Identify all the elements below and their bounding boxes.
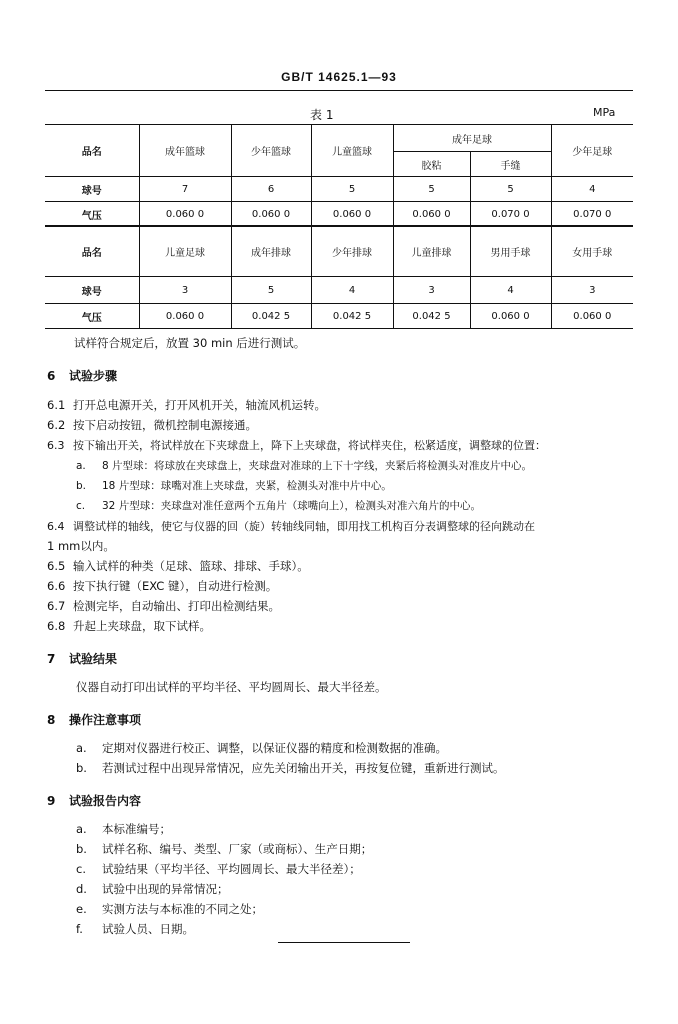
table-cell: 6 xyxy=(231,177,311,202)
table-cell: 少年足球 xyxy=(551,125,633,177)
item-text: 定期对仪器进行校正、调整，以保证仪器的精度和检测数据的准确。 xyxy=(102,741,447,755)
table-cell: 男用手球 xyxy=(470,226,551,277)
item-mark: e. xyxy=(76,902,87,916)
table-cell: 5 xyxy=(470,177,551,202)
table-cell: 0.060 0 xyxy=(393,202,470,227)
table-cell: 成年篮球 xyxy=(139,125,231,177)
section-9-item-b xyxy=(76,841,372,857)
step-number: 6.8 xyxy=(47,619,66,633)
section-title: 试验报告内容 xyxy=(69,794,142,808)
header-rule xyxy=(45,90,633,91)
item-mark: b. xyxy=(76,761,87,775)
table-cell: 儿童足球 xyxy=(139,226,231,277)
table-cell: 0.060 0 xyxy=(470,304,551,329)
section-6-heading xyxy=(47,367,117,384)
section-8-item-b xyxy=(76,760,505,776)
group-header: 成年足球 xyxy=(393,125,551,152)
item-mark: a. xyxy=(76,741,87,755)
table-cell: 7 xyxy=(139,177,231,202)
table-cell: 胶粘 xyxy=(393,152,470,177)
step-6-2 xyxy=(47,417,257,433)
step-number: 6.2 xyxy=(47,418,66,432)
section-9-item-a xyxy=(76,821,171,837)
table-cell: 4 xyxy=(470,277,551,304)
step-number: 6.5 xyxy=(47,559,66,573)
item-mark: c. xyxy=(76,862,86,876)
section-number: 8 xyxy=(47,713,56,727)
item-mark: b. xyxy=(76,842,87,856)
table-unit: MPa xyxy=(593,106,616,119)
item-text: 18 片型球：球嘴对准上夹球盘，夹紧，检测头对准中片中心。 xyxy=(102,480,392,492)
row-label-number: 球号 xyxy=(45,277,139,304)
item-text: 试验结果（平均半径、平均圆周长、最大半径差）； xyxy=(102,862,361,876)
step-text: 调整试样的轴线，使它与仪器的回（旋）转轴线同轴，即用找工机构百分表调整球的径向跳动在 xyxy=(73,520,535,533)
item-mark: b. xyxy=(76,480,87,492)
table-cell: 0.060 0 xyxy=(551,304,633,329)
item-mark: d. xyxy=(76,882,87,896)
table-cell: 少年排球 xyxy=(311,226,393,277)
table-cell: 3 xyxy=(393,277,470,304)
item-text: 试样名称、编号、类型、厂家（或商标）、生产日期； xyxy=(102,842,373,856)
step-number: 6.7 xyxy=(47,599,66,613)
item-text: 本标准编号； xyxy=(102,822,171,836)
table-cell: 0.042 5 xyxy=(393,304,470,329)
table-cell: 0.042 5 xyxy=(311,304,393,329)
item-mark: a. xyxy=(76,822,87,836)
row-label-name: 品名 xyxy=(45,125,139,177)
item-mark: a. xyxy=(76,460,86,472)
section-number: 9 xyxy=(47,794,56,808)
step-6-7 xyxy=(47,598,280,614)
table-cell: 3 xyxy=(551,277,633,304)
step-text: 按下输出开关，将试样放在下夹球盘上，降下上夹球盘，将试样夹住，松紧适度，调整球的位置： xyxy=(73,439,546,452)
table-cell: 0.060 0 xyxy=(139,304,231,329)
pressure-table-part2 xyxy=(45,225,633,329)
section-9-item-d xyxy=(76,881,229,897)
step-6-3 xyxy=(47,437,546,453)
step-number: 6.3 xyxy=(47,439,65,452)
section-8-heading xyxy=(47,711,141,728)
item-text: 8 片型球：将球放在夹球盘上，夹球盘对准球的上下十字线，夹紧后将检测头对准皮片中心。 xyxy=(102,460,533,472)
step-6-4-continued: 1 mm以内。 xyxy=(47,539,115,553)
step-text: 按下执行键（EXC 键），自动进行检测。 xyxy=(73,579,278,593)
section-7-heading xyxy=(47,650,117,667)
step-6-1 xyxy=(47,397,326,413)
table-title: 表 1 xyxy=(310,108,334,122)
row-label-pressure: 气压 xyxy=(45,202,139,227)
step-6-8 xyxy=(47,618,211,634)
table-cell: 5 xyxy=(311,177,393,202)
step-6-4 xyxy=(47,518,535,534)
table-cell: 0.060 0 xyxy=(139,202,231,227)
table-cell: 女用手球 xyxy=(551,226,633,277)
document-header: GB/T 14625.1—93 xyxy=(281,70,397,84)
pressure-table-part1 xyxy=(45,124,633,227)
step-text: 按下启动按钮，微机控制电源接通。 xyxy=(73,418,257,432)
row-label-pressure: 气压 xyxy=(45,304,139,329)
item-text: 试验人员、日期。 xyxy=(102,922,194,936)
item-text: 32 片型球：夹球盘对准任意两个五角片（球嘴向上），检测头对准六角片的中心。 xyxy=(102,500,481,512)
item-mark: f. xyxy=(76,922,83,936)
step-number: 6.4 xyxy=(47,520,65,533)
table-cell: 5 xyxy=(231,277,311,304)
item-text: 试验中出现的异常情况； xyxy=(102,882,229,896)
step-6-3-b xyxy=(76,478,392,493)
table-cell: 儿童篮球 xyxy=(311,125,393,177)
table-cell: 0.070 0 xyxy=(551,202,633,227)
table-cell: 成年排球 xyxy=(231,226,311,277)
step-6-3-a xyxy=(76,458,532,473)
table-cell: 5 xyxy=(393,177,470,202)
section-title: 操作注意事项 xyxy=(69,713,142,727)
section-9-item-f xyxy=(76,921,194,937)
table-cell: 0.042 5 xyxy=(231,304,311,329)
section-9-item-c xyxy=(76,861,361,877)
item-mark: c. xyxy=(76,500,86,512)
table-cell: 0.070 0 xyxy=(470,202,551,227)
end-rule xyxy=(278,942,410,943)
item-text: 实测方法与本标准的不同之处； xyxy=(102,902,263,916)
row-label-number: 球号 xyxy=(45,177,139,202)
table-cell: 0.060 0 xyxy=(311,202,393,227)
step-text: 打开总电源开关，打开风机开关，轴流风机运转。 xyxy=(73,398,326,412)
table-cell: 少年篮球 xyxy=(231,125,311,177)
step-6-3-c xyxy=(76,498,481,513)
section-title: 试验步骤 xyxy=(69,369,118,383)
section-9-heading xyxy=(47,792,141,809)
section-7-text: 仪器自动打印出试样的平均半径、平均圆周长、最大半径差。 xyxy=(76,680,387,694)
table-cell: 0.060 0 xyxy=(231,202,311,227)
section-number: 6 xyxy=(47,369,56,383)
step-text: 输入试样的种类（足球、篮球、排球、手球）。 xyxy=(73,559,309,573)
step-6-5 xyxy=(47,558,309,574)
section-8-item-a xyxy=(76,740,447,756)
step-number: 6.1 xyxy=(47,398,66,412)
table-cell: 手缝 xyxy=(470,152,551,177)
table-cell: 4 xyxy=(311,277,393,304)
table-cell: 3 xyxy=(139,277,231,304)
table-cell: 儿童排球 xyxy=(393,226,470,277)
table-cell: 4 xyxy=(551,177,633,202)
section-title: 试验结果 xyxy=(69,652,118,666)
item-text: 若测试过程中出现异常情况，应先关闭输出开关，再按复位键，重新进行测试。 xyxy=(102,761,505,775)
step-text: 升起上夹球盘，取下试样。 xyxy=(73,619,211,633)
sample-note: 试样符合规定后，放置 30 min 后进行测试。 xyxy=(74,336,306,350)
step-6-6 xyxy=(47,578,277,594)
row-label-name: 品名 xyxy=(45,226,139,277)
section-9-item-e xyxy=(76,901,263,917)
section-number: 7 xyxy=(47,652,56,666)
step-number: 6.6 xyxy=(47,579,66,593)
step-text: 检测完毕，自动输出、打印出检测结果。 xyxy=(73,599,280,613)
